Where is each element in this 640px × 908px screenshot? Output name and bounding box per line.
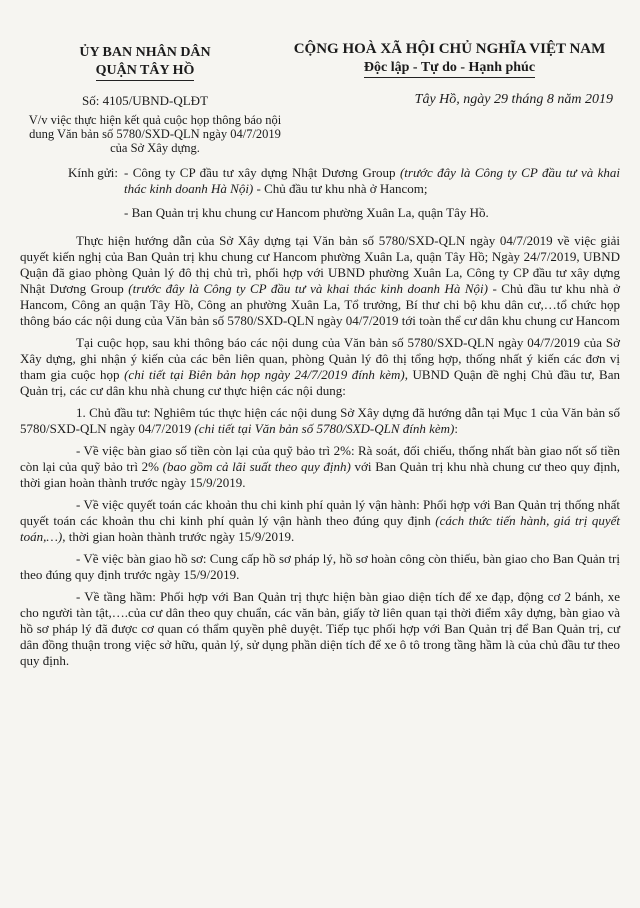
paragraph-basement: - Về tầng hầm: Phối hợp với Ban Quản trị thực hiện bàn giao diện tích để xe đạp, động cơ 2 bánh, xe cho người tàn tật,….của cư dân theo quy chuẩn, các văn bản, giấy tờ liên quan tại thời điểm xây dựng, bàn giao và hồ sơ pháp lý đã được cơ quan có thẩm quyền phê duyệt. Tiếp tục phối hợp với Ban Quản trị để Ban Quản trị, cư dân đồng thuận trong việc sở hữu, quản lý, sử dụng phần diện tích để xe ô tô trong tầng hầm là của chủ đầu tư theo quy định. [20, 589, 620, 668]
issuer-block [20, 44, 270, 109]
recipient-1-role: - Chủ đầu tư khu nhà ở Hancom; [253, 181, 428, 196]
recipient-1-note: (trước đây là Công ty CP đầu tư và khai thác kinh doanh Hà Nội) [124, 165, 620, 196]
paragraph-maintenance-fund: - Về việc bàn giao số tiền còn lại của quỹ bảo trì 2%: Rà soát, đối chiếu, thống nhất bàn giao nốt số tiền còn lại của quỹ bảo trì 2% (bao gồm cả lãi suất theo quy định) với Ban Quản trị khu nhà chung cư theo quy định, thời gian hoàn thành trước ngày 15/9/2019. [20, 443, 620, 490]
recipient-1-name: - Công ty CP đầu tư xây dựng Nhật Dương Group [124, 165, 400, 180]
recipient-2-text: - Ban Quản trị khu chung cư Hancom phường Xuân La, quận Tây Hồ. [124, 205, 489, 220]
issuer-district: QUẬN TÂY HỒ [96, 62, 195, 81]
paragraph-settlement: - Về việc quyết toán các khoản thu chi kinh phí quản lý vận hành: Phối hợp với Ban Quản trị thống nhất quyết toán các khoản thu chi kinh phí quản lý vận hành theo đúng quy định (cách thức tiến hành, giá trị quyết toán,…), thời gian hoàn thành trước ngày 15/9/2019. [20, 497, 620, 544]
recipient-label: Kính gửi: [67, 165, 118, 180]
document-body [20, 165, 620, 669]
national-header [282, 40, 617, 108]
date-line: Tây Hồ, ngày 29 tháng 8 năm 2019 [414, 92, 613, 107]
recipient-text [124, 165, 620, 197]
document-subject: V/v việc thực hiện kết quả cuộc họp thông báo nội dung Văn bản số 5780/SXD-QLN ngày 04/7/2019 của Sở Xây dựng. [28, 113, 282, 155]
paragraph-2: Tại cuộc họp, sau khi thông báo các nội dung của Văn bản số 5780/SXD-QLN ngày 04/7/2019 của Sở Xây dựng, ghi nhận ý kiến của các bên liên quan, phòng Quản lý đô thị tổng hợp, thống nhất ý kiến các đơn vị tham gia cuộc họp (chi tiết tại Biên bản họp ngày 24/7/2019 đính kèm), UBND Quận đề nghị Chủ đầu tư, Ban Quản trị, các cư dân khu nhà chung cư thực hiện các nội dung: [20, 335, 620, 398]
recipient-1 [20, 165, 620, 197]
paragraph-1: Thực hiện hướng dẫn của Sở Xây dựng tại Văn bản số 5780/SXD-QLN ngày 04/7/2019 về việc giải quyết kiến nghị của Ban Quản trị khu chung cư Hancom phường Xuân La, quận Tây Hồ; Ngày 24/7/2019, UBND Quận đã giao phòng Quản lý đô thị chủ trì, phối hợp với UBND phường Xuân La, Công ty CP đầu tư xây dựng Nhật Dương Group (trước đây là Công ty CP đầu tư và khai thác kinh doanh Hà Nội) - Chủ đầu tư khu nhà ở Hancom, Công an quận Tây Hồ, Công an phường Xuân La, Tổ trưởng, Bí thư chi bộ khu dân cư,…tổ chức họp thông báo các nội dung của Văn bản số 5780/SXD-QLN ngày 04/7/2019 tới toàn thể cư dân khu chung cư Hancom [20, 233, 621, 328]
national-title: CỘNG HOÀ XÃ HỘI CHỦ NGHĨA VIỆT NAM [293, 41, 606, 57]
document-number: Số: 4105/UBND-QLĐT [81, 93, 209, 108]
paragraph-section-1: 1. Chủ đầu tư: Nghiêm túc thực hiện các nội dung Sở Xây dựng đã hướng dẫn tại Mục 1 của Văn bản số 5780/SXD-QLN ngày 04/7/2019 (chi tiết tại Văn bản số 5780/SXD-QLN đính kèm): [20, 405, 620, 436]
national-motto: Độc lập - Tự do - Hạnh phúc [364, 60, 535, 78]
paragraph-records: - Về việc bàn giao hồ sơ: Cung cấp hồ sơ pháp lý, hồ sơ hoàn công còn thiếu, bàn giao cho Ban Quản trị theo đúng quy định trước ngày 15/9/2019. [20, 551, 620, 582]
issuer-name: ỦY BAN NHÂN DÂN [79, 45, 211, 60]
recipient-2 [20, 205, 620, 221]
